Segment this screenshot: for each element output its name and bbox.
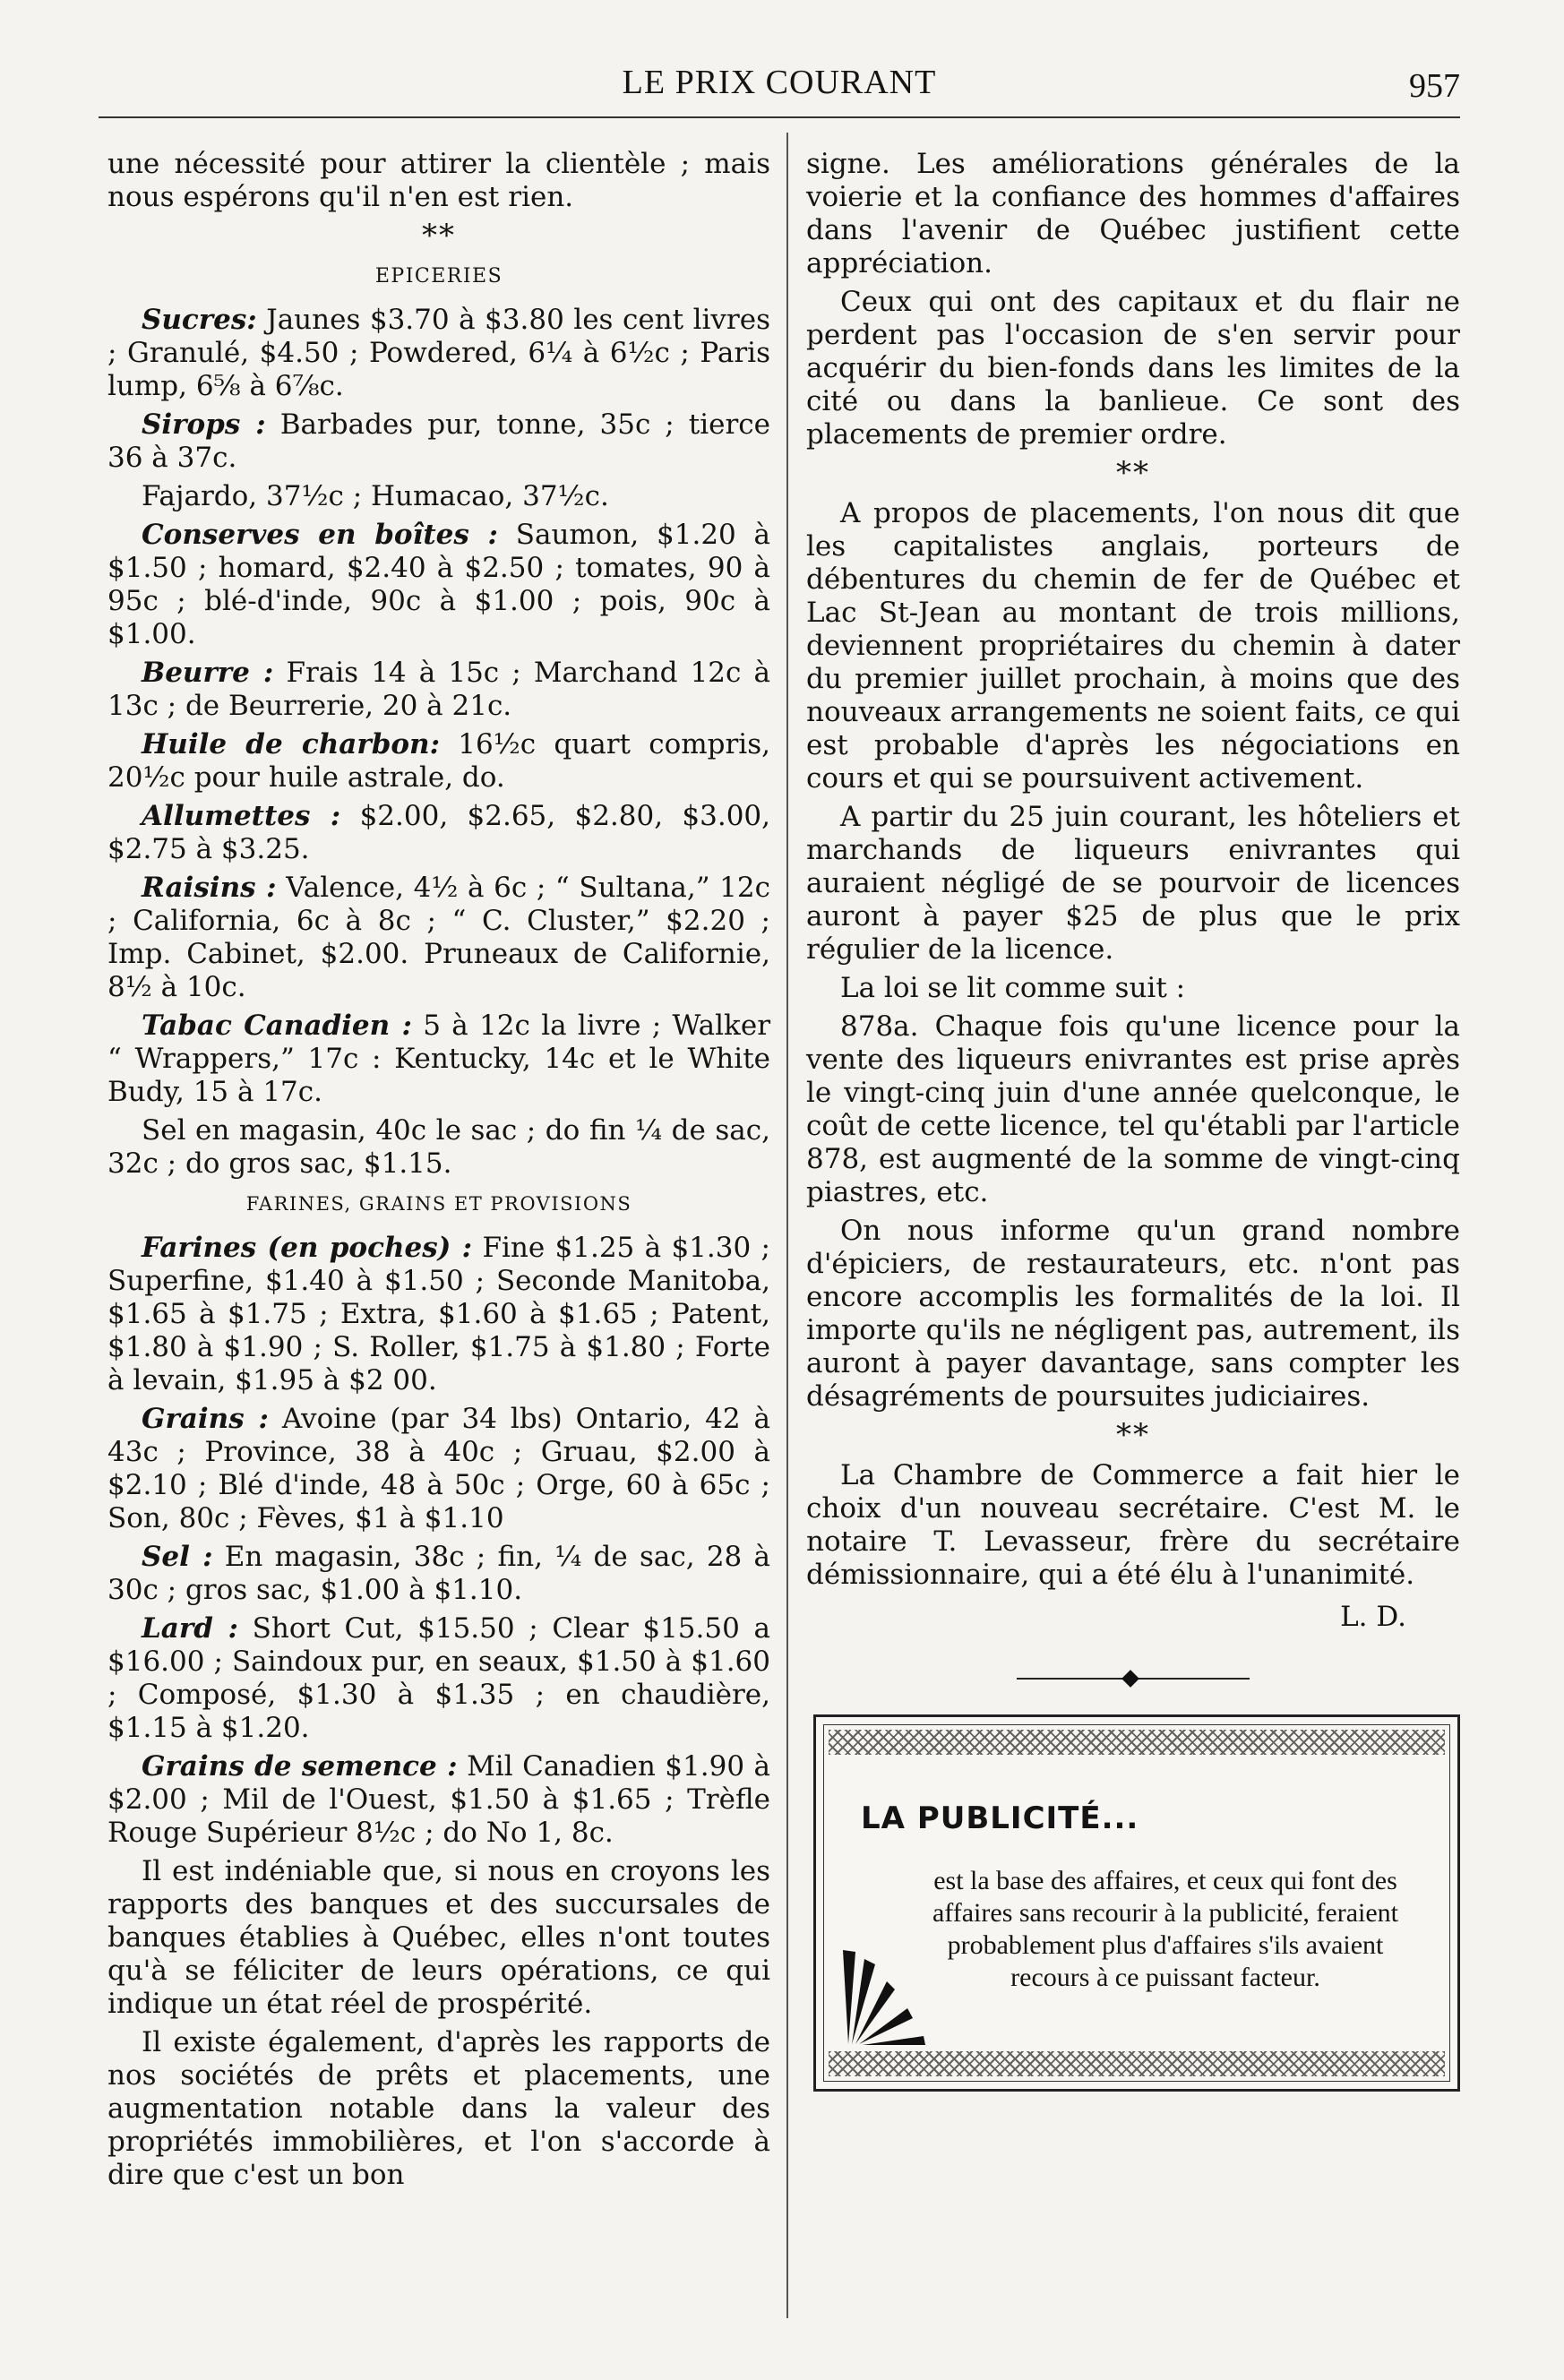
price-item xyxy=(107,1403,770,1535)
price-item xyxy=(107,304,770,403)
body-paragraph: A partir du 25 juin courant, les hôteliers et marchands de liqueurs enivrantes qui auraient négligé de se pourvoir de licences auront à payer $25 de plus que le prix régulier de la licence. xyxy=(806,801,1460,966)
body-paragraph: On nous informe qu'un grand nombre d'épiciers, de restaurateurs, etc. n'ont pas encore accomplis les formalités de la loi. Il importe qu'ils ne négligent pas, autrement, ils auront à payer davantage, sans compter les désagréments de poursuites judiciaires. xyxy=(806,1215,1460,1413)
item-text: 5 à 12c la livre ; Walker “ Wrappers,” 17c : Kentucky, 14c et le White Budy, 15 à 17c. xyxy=(107,1010,771,1108)
intro-paragraph: une nécessité pour attirer la clientèle ; mais nous espérons qu'il n'en est rien. xyxy=(107,148,770,213)
price-item xyxy=(107,728,770,795)
item-text: $2.00, $2.65, $2.80, $3.00, $2.75 à $3.25. xyxy=(107,800,771,865)
column-divider xyxy=(786,133,788,2318)
item-text: Short Cut, $15.50 ; Clear $15.50 a $16.00 ; Saindoux pur, en seaux, $1.50 à $1.60 ; Composé, $1.30 à $1.35 ; en chaudière, $1.15 à $1.20. xyxy=(107,1612,770,1744)
item-name: Farines (en poches) : xyxy=(142,1232,473,1264)
diamond-icon xyxy=(1121,1670,1139,1688)
advertisement-box xyxy=(813,1714,1460,2092)
body-paragraph: La Chambre de Commerce a fait hier le choix d'un nouveau secrétaire. C'est M. le notaire T. Levasseur, frère du secrétaire démissionnaire, qui a été élu à l'unanimité. xyxy=(806,1459,1460,1591)
ad-title: LA PUBLICITÉ... xyxy=(861,1800,1139,1836)
left-column xyxy=(107,148,770,2197)
item-text: 16½c quart compris, 20½c pour huile astrale, do. xyxy=(107,728,770,794)
item-name: Grains de semence : xyxy=(142,1750,458,1783)
asterism: ** xyxy=(1116,455,1150,491)
item-name: Allumettes : xyxy=(142,800,341,832)
ad-hatched-band-top xyxy=(829,1730,1445,1755)
page-number: 957 xyxy=(1409,67,1460,105)
item-name: Lard : xyxy=(142,1612,238,1645)
price-item xyxy=(107,872,770,1004)
item-text: Sel en magasin, 40c le sac ; do fin ¼ de sac, 32c ; do gros sac, $1.15. xyxy=(107,1114,770,1180)
item-name: Sucres: xyxy=(142,304,257,336)
item-text: Mil Canadien $1.90 à $2.00 ; Mil de l'Ouest, $1.50 à $1.65 ; Trèfle Rouge Supérieur 8½c ; do No 1, 8c. xyxy=(107,1750,770,1849)
ad-body: est la base des affaires, et ceux qui font des affaires sans recourir à la publicité, feraient probablement plus d'affaires s'ils avaient recours à ce puissant facteur. xyxy=(932,1866,1399,1992)
body-paragraph: Ceux qui ont des capitaux et du flair ne perdent pas l'occasion de s'en servir pour acquérir du bien-fonds dans les limites de la cité ou dans la banlieue. Ce sont des placements de premier ordre. xyxy=(806,286,1460,451)
item-name: Sirops : xyxy=(142,408,266,441)
item-text: Avoine (par 34 lbs) Ontario, 42 à 43c ; Province, 38 à 40c ; Gruau, $2.00 à $2.10 ; Blé d'inde, 48 à 50c ; Orge, 60 à 65c ; Son, 80c ; Fèves, $1 à $1.10 xyxy=(107,1403,770,1534)
item-name: Grains : xyxy=(142,1403,269,1435)
item-text: Saumon, $1.20 à $1.50 ; homard, $2.40 à $2.50 ; tomates, 90 à 95c ; blé-d'inde, 90c à $1.00 ; pois, 90c à $1.00. xyxy=(107,519,770,650)
item-text: Frais 14 à 15c ; Marchand 12c à 13c ; de Beurrerie, 20 à 21c. xyxy=(107,657,770,722)
asterism: ** xyxy=(422,218,456,253)
item-name: Raisins : xyxy=(142,872,277,904)
price-item xyxy=(107,1750,770,1850)
ad-hatched-band-bottom xyxy=(829,2051,1445,2076)
body-paragraph: signe. Les améliorations générales de la voierie et la confiance des hommes d'affaires dans l'avenir de Québec justifient cette appréciation. xyxy=(806,148,1460,279)
price-item xyxy=(107,800,770,866)
price-item xyxy=(107,1232,770,1397)
item-name: Huile de charbon: xyxy=(142,728,441,760)
price-item xyxy=(107,1541,770,1607)
page-title: LE PRIX COURANT xyxy=(622,64,937,101)
right-column xyxy=(806,148,1460,2092)
item-name: Tabac Canadien : xyxy=(142,1010,412,1042)
item-text: Valence, 4½ à 6c ; “ Sultana,” 12c ; California, 6c à 8c ; “ C. Cluster,” $2.20 ; Imp. Cabinet, $2.00. Pruneaux de Californie, 8½ à 10c. xyxy=(107,872,770,1003)
item-text: Barbades pur, tonne, 35c ; tierce 36 à 37c. xyxy=(107,408,770,474)
price-item xyxy=(107,1612,770,1745)
item-text: Jaunes $3.70 à $3.80 les cent livres ; Granulé, $4.50 ; Powdered, 6¼ à 6½c ; Paris lump, 6⅝ à 6⅞c. xyxy=(107,304,770,402)
price-item xyxy=(107,408,770,475)
price-item xyxy=(107,519,770,651)
law-quote: 878a. Chaque fois qu'une licence pour la vente des liqueurs enivrantes est prise après le vingt-cinq juin d'une année quelconque, le coût de cette licence, tel qu'établi par l'article 878, est augmenté de la somme de vingt-cinq piastres, etc. xyxy=(806,1010,1460,1208)
sunburst-rays-icon xyxy=(838,1932,936,2049)
price-item xyxy=(107,657,770,723)
section-heading-epiceries: EPICERIES xyxy=(374,265,503,288)
header-rule xyxy=(99,116,1460,118)
item-text: Fajardo, 37½c ; Humacao, 37½c. xyxy=(142,480,609,512)
page-header xyxy=(99,63,1460,107)
body-paragraph: Il est indéniable que, si nous en croyons les rapports des banques et des succursales de banques établies à Québec, elles n'ont toutes qu'à se féliciter de leurs opérations, ce qui indique un état réel de prospérité. xyxy=(107,1855,770,2020)
item-text: Fine $1.25 à $1.30 ; Superfine, $1.40 à $1.50 ; Seconde Manitoba, $1.65 à $1.75 ; Extra, $1.60 à $1.65 ; Patent, $1.80 à $1.90 ; S. Roller, $1.75 à $1.80 ; Forte à levain, $1.95 à $2 00. xyxy=(107,1232,770,1396)
item-text: En magasin, 38c ; fin, ¼ de sac, 28 à 30c ; gros sac, $1.00 à $1.10. xyxy=(107,1541,771,1606)
price-item xyxy=(107,1010,770,1109)
body-paragraph: La loi se lit comme suit : xyxy=(840,972,1186,1004)
item-name: Beurre : xyxy=(142,657,274,689)
item-name: Sel : xyxy=(142,1541,213,1573)
item-name: Conserves en boîtes : xyxy=(142,519,498,551)
ornamental-rule xyxy=(1017,1670,1250,1688)
price-item xyxy=(107,480,770,513)
section-heading-farines: FARINES, GRAINS ET PROVISIONS xyxy=(245,1193,632,1215)
body-paragraph: A propos de placements, l'on nous dit que les capitalistes anglais, porteurs de débentures du chemin de fer de Québec et Lac St-Jean au montant de trois millions, deviennent propriétaires du chemin à dater du premier juillet prochain, à moins que des nouveaux arrangements ne soient faits, ce qui est probable d'après les négociations en cours et qui se poursuivent activement. xyxy=(806,497,1460,795)
asterism: ** xyxy=(1116,1417,1150,1453)
signature: L. D. xyxy=(1340,1601,1406,1633)
body-paragraph: Il existe également, d'après les rapports de nos sociétés de prêts et placements, une augmentation notable dans la valeur des propriétés immobilières, et l'on s'accorde à dire que c'est un bon xyxy=(107,2026,770,2191)
price-item xyxy=(107,1114,770,1181)
